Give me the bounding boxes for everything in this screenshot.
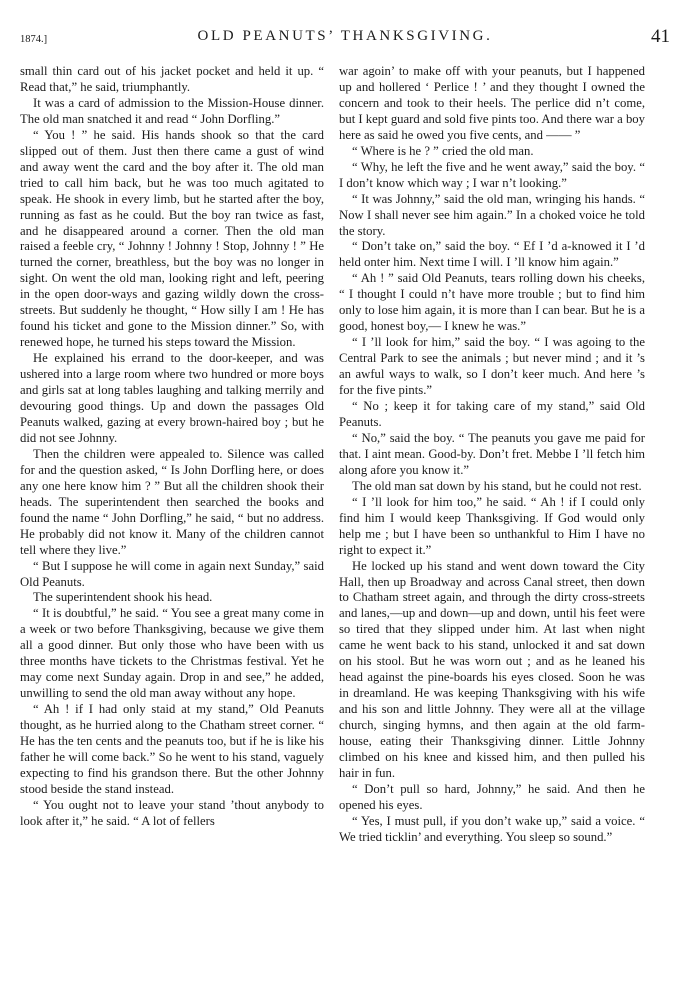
paragraph: “ You ought not to leave your stand ’thout anybody to look after it,” he said. “ A lot of fellers <box>20 797 324 828</box>
paragraph: “ Where is he ? ” cried the old man. <box>352 143 534 158</box>
paragraph: The old man sat down by his stand, but he could not rest. <box>352 478 642 493</box>
paragraph: “ But I suppose he will come in again next Sunday,” said Old Peanuts. <box>20 558 324 589</box>
paragraph: “ Don’t take on,” said the boy. “ Ef I ’d a-knowed it I ’d held onter him. Next time I will. I ’ll know him again.” <box>339 239 645 270</box>
paragraph: “ Yes, I must pull, if you don’t wake up,” said a voice. “ We tried ticklin’ and everything. You sleep so sound.” <box>339 813 645 844</box>
paragraph: “ Ah ! if I had only staid at my stand,” Old Peanuts thought, as he hurried along to the Chatham street corner. “ He has the ten cents and the peanuts too, but if he is like his father he will come back.” So he went to his stand, vaguely expecting to find his grandson there. But the other Johnny stood beside the stand instead. <box>20 702 324 796</box>
paragraph: “ It is doubtful,” he said. “ You see a great many come in a week or two before Thanksgiving, because we give them all a good dinner. But only those who have been with us three months have tickets to the Christmas festival. Yet he may come next Sunday again. Drop in and see,” he added, unwilling to send the old man away without any hope. <box>20 606 324 701</box>
paragraph: war agoin’ to make off with your peanuts, but I happened up and hollered ‘ Perlice ! ’ and they thought I owned the concern and took to their heels. The perlice did n’t come, but I kept guard and sold five pints too. And there war a boy here as said he owed you five cents, and —— ” <box>339 64 645 142</box>
left-column <box>20 64 324 830</box>
paragraph: “ I ’ll look for him,” said the boy. “ I was agoing to the Central Park to see the animals ; but never mind ; and it ’s an awful ways to walk, so I don’t keer much. And here ’s for the five pints.” <box>339 335 645 398</box>
paragraph: “ I ’ll look for him too,” he said. “ Ah ! if I could only find him I would keep Thanksgiving. If God would only help me ; but I have been so unthankful to Him I have no right to expect it.” <box>339 494 645 557</box>
issue-date: 1874.] <box>20 34 48 45</box>
running-title: OLD PEANUTS’ THANKSGIVING. <box>197 28 493 44</box>
paragraph: “ No,” said the boy. “ The peanuts you gave me paid for that. I aint mean. Good-by. Don’t fret. Mebbe I ’ll fetch him along afore you know it.” <box>339 430 645 477</box>
running-header <box>20 26 670 50</box>
right-column <box>339 64 645 846</box>
paragraph: He locked up his stand and went down toward the City Hall, then up Broadway and across Canal street, then down to Chatham street again, and through the dirty cross-streets and lanes,—up and down—up and down, until his feet were so tired that they slipped under him. At last when night came he went back to his stand, unlocked it and sat down on his stool. But he was worn out ; and as he leaned his head against the pine-boards his eyes closed. Soon he was in dreamland. He was keeping Thanksgiving with his wife and his son and little Johnny. They were all at the village church, singing hymns, and then again at the old farm-house, eating their Thanksgiving dinner. Little Johnny climbed on his knee and kissed him, and then pulled his hair in fun. <box>339 558 645 780</box>
paragraph: “ Why, he left the five and he went away,” said the boy. “ I don’t know which way ; I war n’t looking.” <box>339 159 645 190</box>
paragraph: He explained his errand to the door-keeper, and was ushered into a large room where two hundred or more boys and girls sat at long tables laughing and talking merrily and devouring good things. Up and down the passages Old Peanuts walked, gazing at every brown-haired boy ; but he did not see Johnny. <box>20 351 324 445</box>
paragraph: “ Ah ! ” said Old Peanuts, tears rolling down his cheeks, “ I thought I could n’t have more trouble ; but to find him only to lose him again, it is more than I can bear. But he is a good, honest boy,— I knew he was.” <box>339 271 645 334</box>
paragraph: Then the children were appealed to. Silence was called for and the question asked, “ Is John Dorfling here, or does any one here know him ? ” But all the children shook their heads. The superintendent then searched the books and found the name “ John Dorfling,” he said, “ but no address. He probably did not know it. Many of the children cannot tell where they live.” <box>20 446 324 557</box>
paragraph: The superintendent shook his head. <box>33 590 213 605</box>
paragraph: “ No ; keep it for taking care of my stand,” said Old Peanuts. <box>339 399 645 429</box>
paragraph: It was a card of admission to the Mission-House dinner. The old man snatched it and read “ John Dorfling.” <box>20 95 324 126</box>
paragraph: “ You ! ” he said. His hands shook so that the card slipped out of them. Just then there came a gust of wind and away went the card and the boy after it. The old man tried to call him back, but he was too much agitated to speak. He shook in every limb, but he started after the boy, running as fast as he could. But the boy ran twice as fast, and he disappeared around a corner. Then the old man raised a feeble cry, “ Johnny ! Johnny ! Stop, Johnny ! ” He turned the corner, breathless, but the boy was no longer in sight. On went the old man, looking right and left, peering in the open door-ways and gazing wildly down the cross-streets. But suddenly he thought, “ How silly I am ! He has found his ticket and gone to the Mission dinner.” So, with renewed hope, he turned his steps toward the Mission. <box>20 127 324 350</box>
paragraph: small thin card out of his jacket pocket and held it up. “ Read that,” he said, triumphantly. <box>20 64 324 94</box>
page-number: 41 <box>651 26 670 47</box>
paragraph: “ Don’t pull so hard, Johnny,” he said. And then he opened his eyes. <box>339 781 645 812</box>
paragraph: “ It was Johnny,” said the old man, wringing his hands. “ Now I shall never see him again.” In a choked voice he told the story. <box>339 191 645 238</box>
